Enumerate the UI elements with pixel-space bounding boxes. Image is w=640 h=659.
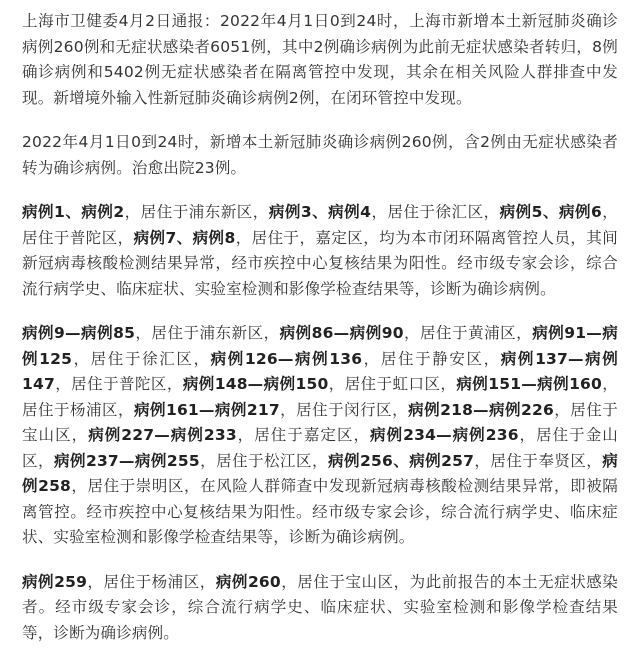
case-label: 病例260 xyxy=(215,572,281,591)
case-label: 病例259 xyxy=(22,572,88,591)
case-label: 病例227—病例233 xyxy=(88,426,237,444)
case-label: 病例1、病例2 xyxy=(22,203,125,221)
paragraph-text: ，居住于闵行区， xyxy=(279,400,409,419)
paragraph-text: ，居住于金山区， xyxy=(22,426,618,470)
case-label: 病例7、病例8 xyxy=(133,228,236,247)
case-label: 病例151—病例160 xyxy=(456,375,603,393)
paragraph-text: ，居住于徐汇区， xyxy=(371,203,500,221)
paragraph-text: ，居住于浦东新区， xyxy=(124,203,269,221)
cases-1-8-paragraph xyxy=(22,200,618,302)
paragraph-text: ，居住于，嘉定区，均为本市闭环隔离管控人员，其间新冠病毒核酸检测结果异常，经市疾控中心复核结果为阳性。经市级专家会诊，综合流行病学史、临床症状、实验室检测和影像学检查结果等，诊断为确诊病例。 xyxy=(22,228,618,298)
case-label: 病例258 xyxy=(22,451,618,495)
case-label: 病例237—病例255 xyxy=(53,451,200,470)
paragraph-text: 2022年4月1日0到24时，新增本土新冠肺炎确诊病例260例，含2例由无症状感染者转为确诊病例。治愈出院23例。 xyxy=(22,133,618,177)
paragraph-text: ，居住于嘉定区， xyxy=(236,426,371,444)
case-label: 病例148—病例150 xyxy=(182,375,329,393)
paragraph-text: ，居住于普陀区， xyxy=(54,375,183,393)
case-label: 病例234—病例236 xyxy=(370,426,519,444)
case-label: 病例126—病例136 xyxy=(210,349,363,368)
paragraph-text: ，居住于松江区， xyxy=(199,451,328,470)
paragraph-text: ，居住于徐汇区， xyxy=(72,349,211,368)
case-label: 病例91—病例125 xyxy=(22,324,618,368)
paragraph-text: ，居住于静安区， xyxy=(362,349,501,368)
case-label: 病例137—病例147 xyxy=(22,349,618,393)
cases-259-260-paragraph xyxy=(22,570,618,647)
daily-summary-paragraph xyxy=(22,130,618,181)
case-label: 病例3、病例4 xyxy=(268,203,372,221)
case-label: 病例161—病例217 xyxy=(133,400,280,419)
paragraph-text: 上海市卫健委4月2日通报：2022年4月1日0到24时，上海市新增本土新冠肺炎确诊病例260例和无症状感染者6051例，其中2例确诊病例为此前无症状感染者转归，8例确诊病例和5402例无症状感染者在隔离管控中发现，其余在相关风险人群排查中发现。新增境外输入性新冠肺炎确诊病例2例，在闭环管控中发现。 xyxy=(22,12,618,107)
paragraph-text: ，居住于奉贤区， xyxy=(474,451,603,470)
cases-9-258-paragraph xyxy=(22,321,618,551)
case-label: 病例5、病例6 xyxy=(499,203,602,221)
paragraph-text: ，居住于虹口区， xyxy=(328,375,457,393)
paragraph-text: ，居住于浦东新区， xyxy=(135,324,280,342)
paragraph-text: ，居住于宝山区， xyxy=(22,400,618,444)
paragraph-text: ，居住于杨浦区， xyxy=(22,375,618,419)
paragraph-text: ，居住于崇明区，在风险人群筛查中发现新冠病毒核酸检测结果异常，即被隔离管控。经市疾控中心复核结果为阳性。经市级专家会诊，综合流行病学史、临床症状、实验室检测和影像学检查结果等，诊断为确诊病例。 xyxy=(22,477,618,546)
paragraph-text: ，居住于杨浦区， xyxy=(87,572,216,591)
report-intro-paragraph xyxy=(22,9,618,111)
case-label: 病例218—病例226 xyxy=(408,400,554,419)
paragraph-text: ，居住于黄浦区， xyxy=(403,324,533,342)
case-label: 病例9—病例85 xyxy=(22,324,136,342)
paragraph-text: ，居住于宝山区，为此前报告的本土无症状感染者。经市级专家会诊，综合流行病学史、临床症状、实验室检测和影像学检查结果等，诊断为确诊病例。 xyxy=(22,572,619,642)
case-label: 病例86—病例90 xyxy=(279,324,404,342)
case-label: 病例256、病例257 xyxy=(328,451,475,470)
paragraph-text: ，居住于普陀区， xyxy=(22,203,618,247)
